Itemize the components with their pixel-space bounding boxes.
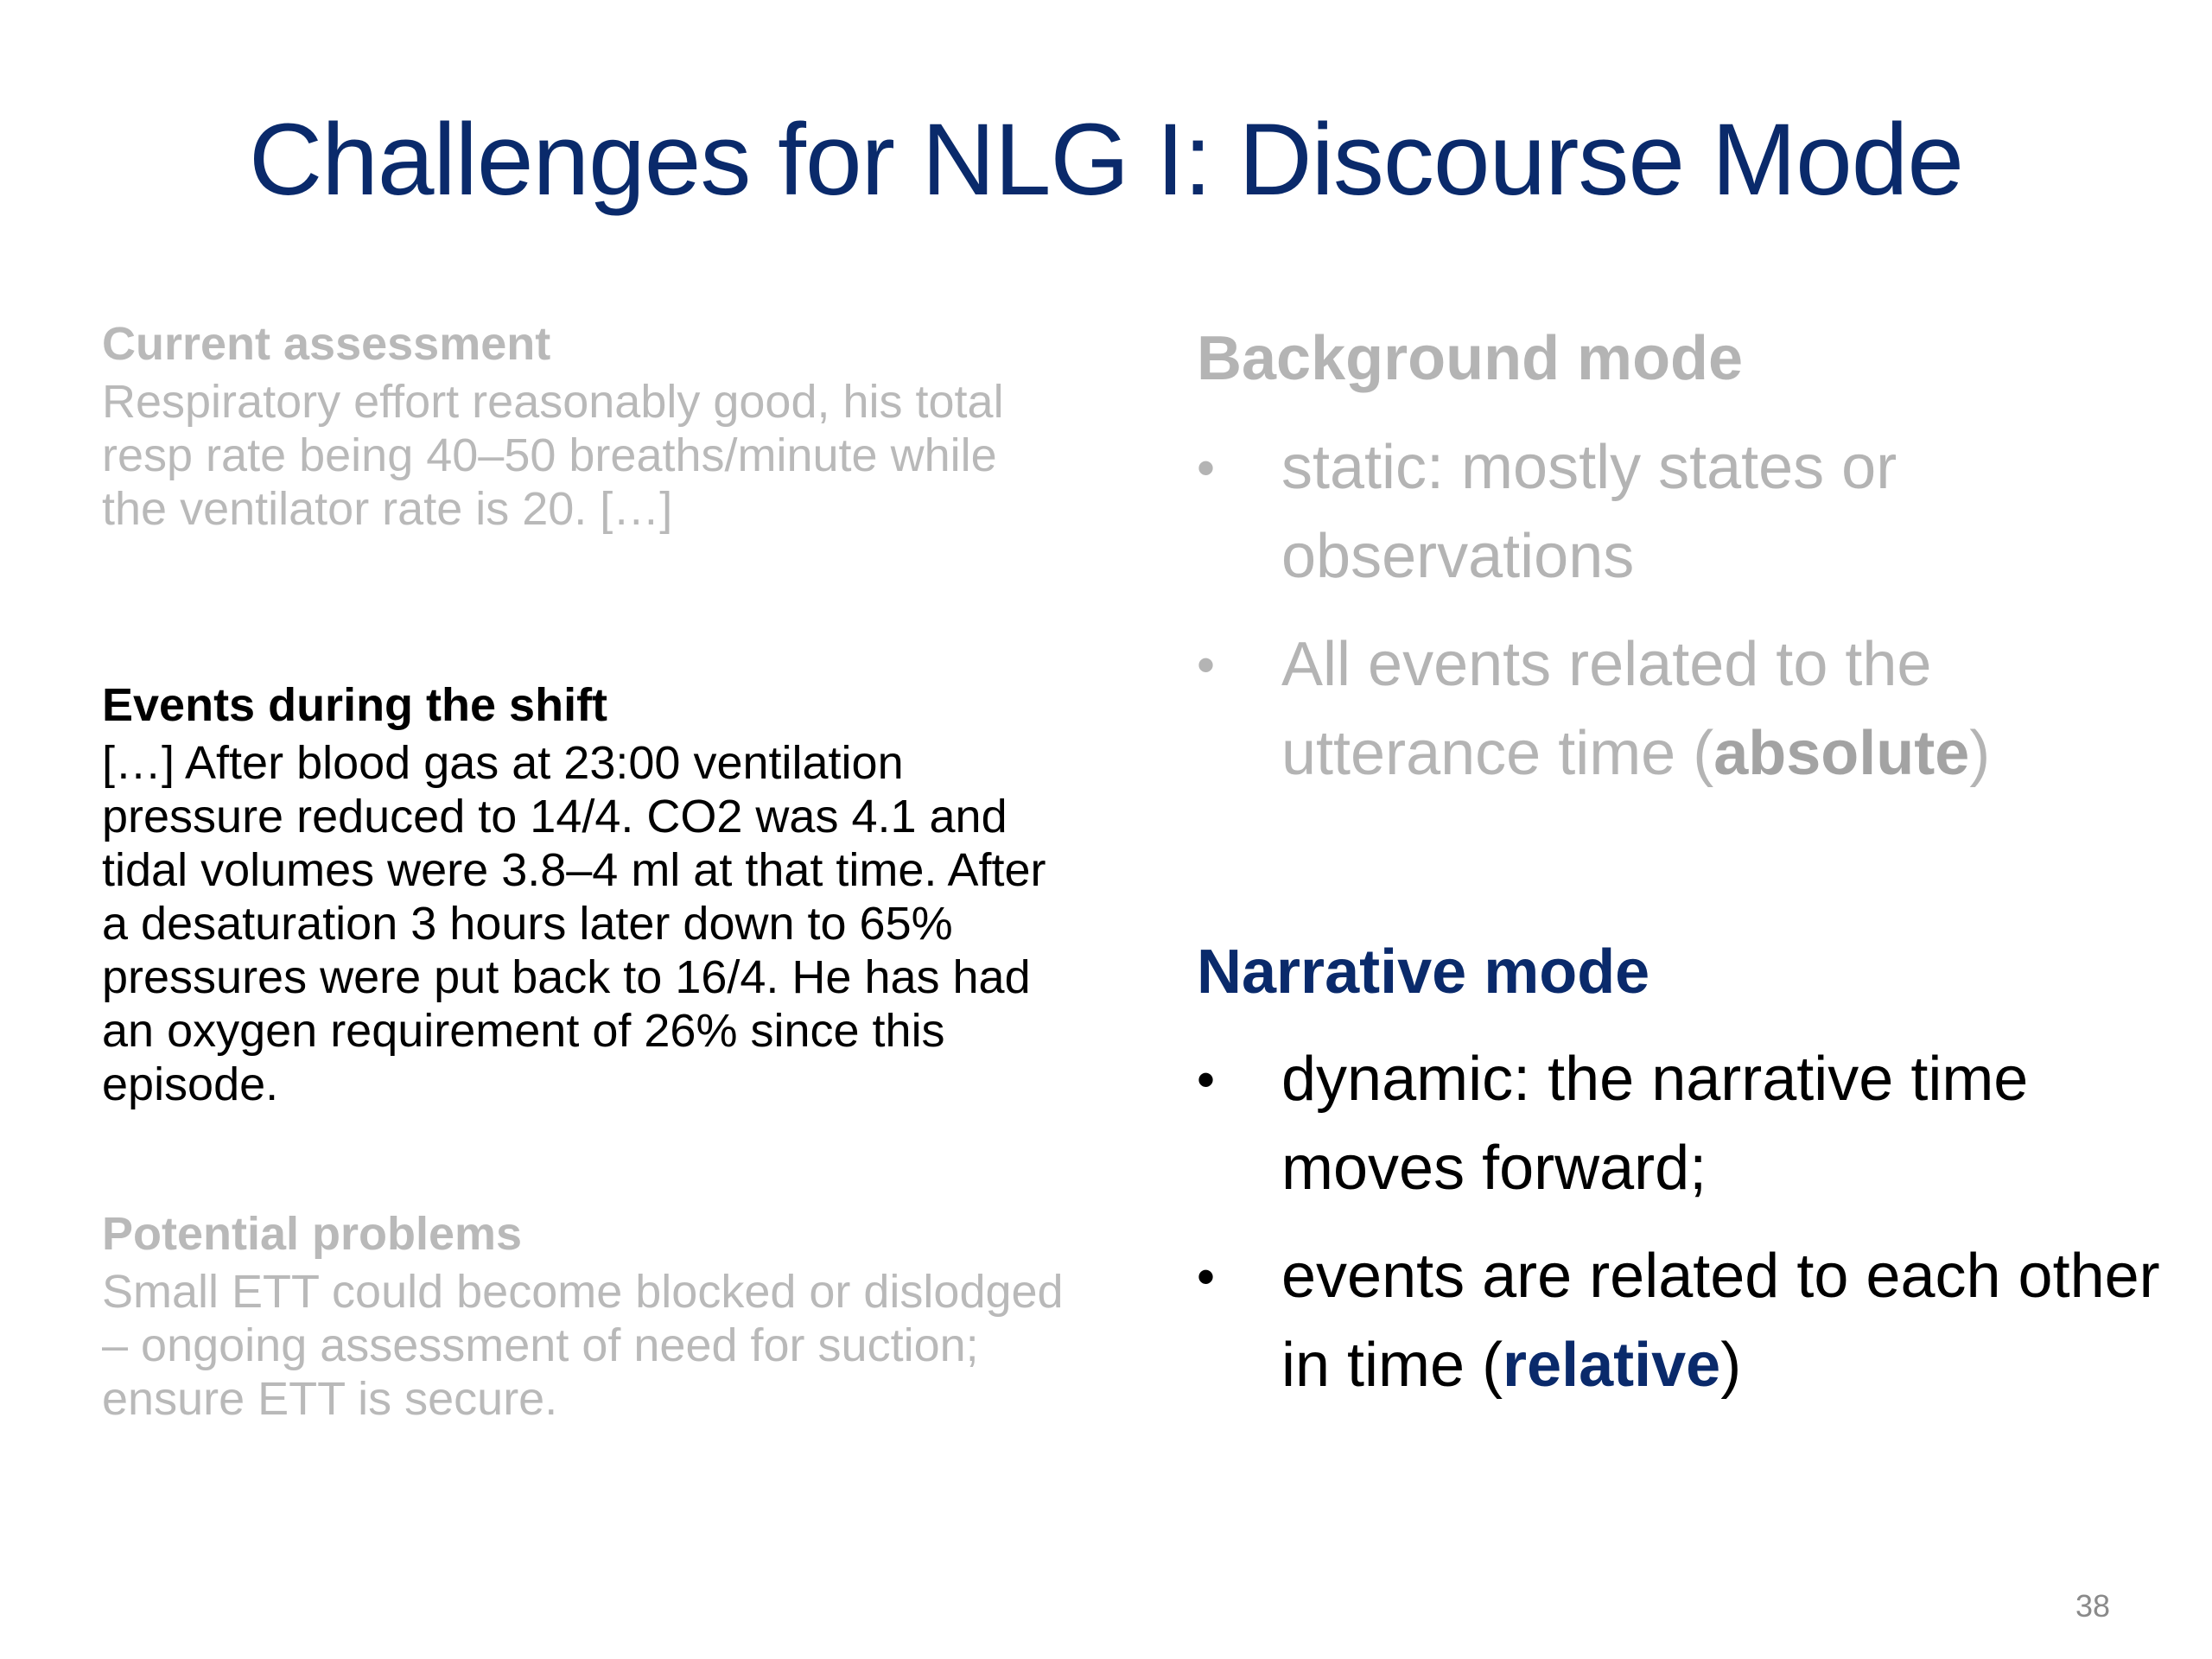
bullet-dot: •: [1197, 1248, 1216, 1306]
relative-emphasis: relative: [1503, 1331, 1721, 1400]
potential-problems-block: [102, 1203, 1070, 1426]
bullet-dot: •: [1197, 439, 1216, 497]
bullet-text: static: mostly states or observations: [1281, 433, 1897, 591]
events-during-shift-text: […] After blood gas at 23:00 ventilation pressure reduced to 14/4. CO2 was 4.1 and tidal volumes were 3.8–4 ml at that time. After a desaturation 3 hours later down to 65% pressures were put back to 16/4. He has had an oxygen requirement of 26% since this episode.: [102, 737, 1046, 1110]
bullet-text: All events related to the utterance time (absolute): [1281, 630, 1991, 788]
background-mode-bullet: [1197, 423, 2164, 601]
narrative-mode-bullet: [1197, 1035, 2164, 1213]
events-during-shift-block: [102, 674, 1070, 1111]
background-mode-list: [1197, 423, 2164, 817]
bullet-text: events are related to each other in time (relative): [1281, 1242, 2160, 1400]
narrative-mode-heading: Narrative mode: [1197, 938, 1650, 1007]
absolute-emphasis: absolute: [1713, 719, 1970, 788]
current-assessment-text: Respiratory effort reasonably good, his total resp rate being 40–50 breaths/minute while the ventilator rate is 20. […]: [102, 376, 1004, 535]
slide-title: Challenges for NLG I: Discourse Mode: [248, 103, 1963, 217]
background-mode-heading: Background mode: [1197, 324, 1744, 393]
events-during-shift-heading: Events during the shift: [102, 679, 608, 731]
current-assessment-heading: Current assessment: [102, 318, 551, 370]
background-mode-bullet: [1197, 620, 2164, 798]
bullet-dot: •: [1197, 636, 1216, 694]
bullet-text: dynamic: the narrative time moves forward;: [1281, 1045, 2029, 1203]
potential-problems-heading: Potential problems: [102, 1208, 523, 1260]
potential-problems-text: Small ETT could become blocked or dislodged – ongoing assessment of need for suction; ensure ETT is secure.: [102, 1266, 1064, 1425]
page-number: 38: [2075, 1588, 2110, 1624]
bullet-dot: •: [1197, 1051, 1216, 1109]
current-assessment-block: [102, 313, 1070, 536]
narrative-mode-list: [1197, 1035, 2164, 1429]
narrative-mode-bullet: [1197, 1232, 2164, 1410]
